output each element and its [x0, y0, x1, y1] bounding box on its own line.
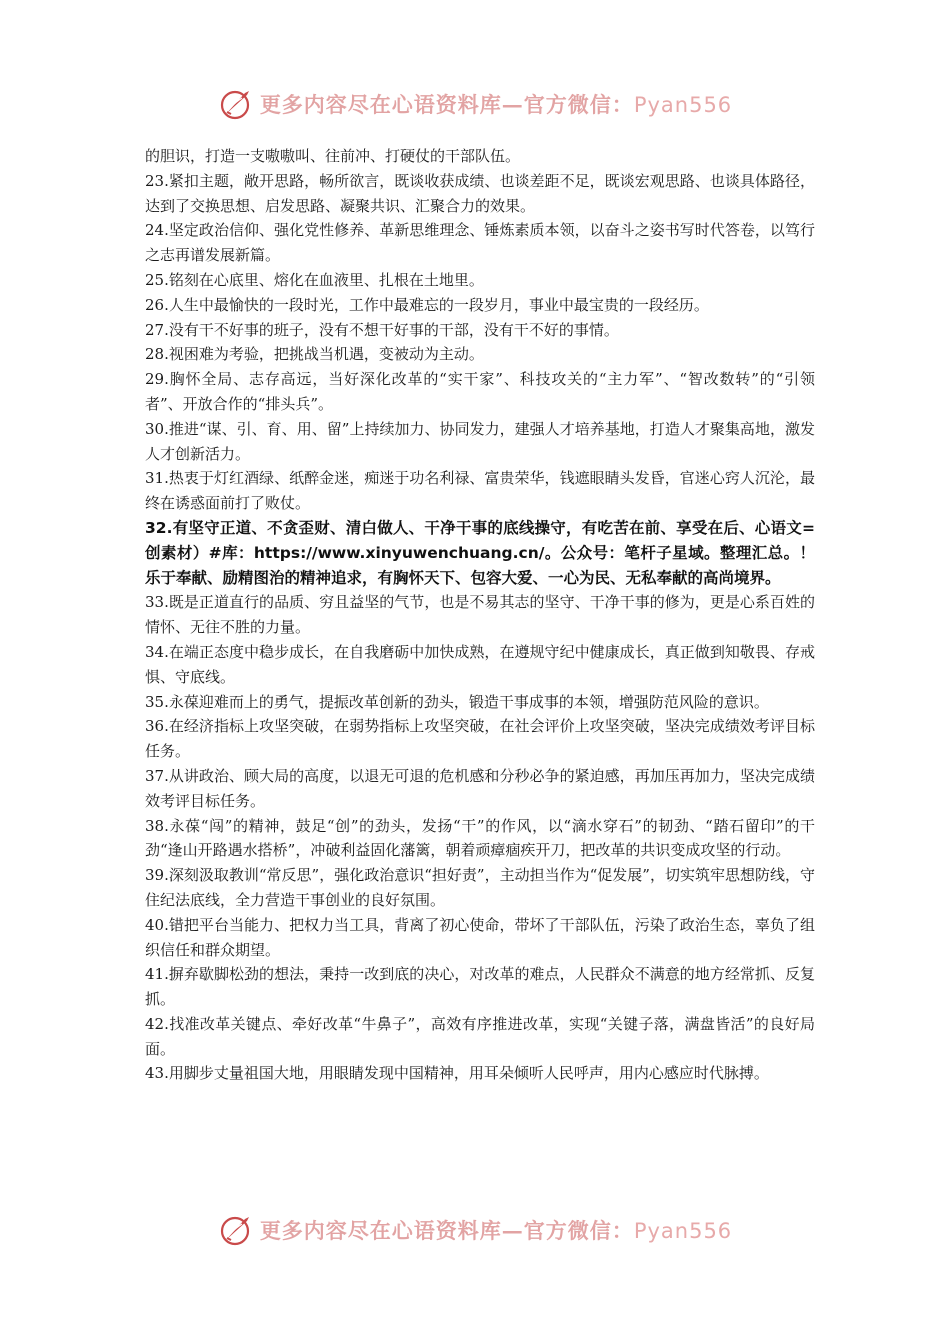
- paragraph: 27.没有干不好事的班子，没有不想干好事的干部，没有干不好的事情。: [145, 320, 619, 339]
- paragraph: 23.紧扣主题，敞开思路，畅所欲言，既谈收获成绩、也谈差距不足，既谈宏观思路、也谈具体路径，达到了交换思想、启发思路、凝聚共识、汇聚合力的效果。: [145, 171, 815, 215]
- paragraph: 33.既是正道直行的品质、穷且益坚的气节，也是不易其志的坚守、干净干事的修为，更是心系百姓的情怀、无往不胜的力量。: [145, 593, 815, 637]
- paragraph: 30.推进“谋、引、育、用、留”上持续加力、协同发力，建强人才培养基地，打造人才聚集高地，激发人才创新活力。: [145, 419, 815, 463]
- paragraph: 的胆识，打造一支嗷嗷叫、往前冲、打硬仗的干部队伍。: [145, 147, 521, 165]
- header-banner-text: [260, 89, 732, 119]
- paragraph: 25.铭刻在心底里、熔化在血液里、扎根在土地里。: [145, 270, 484, 289]
- header-banner: [0, 84, 950, 124]
- paragraph: 36.在经济指标上攻坚突破，在弱势指标上攻坚突破，在社会评价上攻坚突破，坚决完成绩效考评目标任务。: [145, 717, 815, 761]
- footer-banner-label: 更多内容尽在心语资料库—官方微信：: [259, 1218, 634, 1243]
- footer-banner-text: [260, 1215, 732, 1245]
- paragraph: 40.错把平台当能力、把权力当工具，背离了初心使命，带坏了干部队伍，污染了政治生态，辜负了组织信任和群众期望。: [145, 915, 815, 959]
- paragraph: 41.摒弃歇脚松劲的想法，秉持一改到底的决心，对改革的难点，人民群众不满意的地方经常抓、反复抓。: [145, 965, 815, 1009]
- paragraph: 26.人生中最愉快的一段时光，工作中最难忘的一段岁月，事业中最宝贵的一段经历。: [145, 295, 709, 314]
- paragraph: 38.永葆“闯”的精神，鼓足“创”的劲头，发扬“干”的作风，以“滴水穿石”的韧劲、“踏石留印”的干劲“逢山开路遇水搭桥”，冲破利益固化藩篱，朝着顽瘴痼疾开刀，把改革的共识变成攻坚的行动。: [145, 816, 815, 860]
- document-body: [145, 144, 815, 1086]
- paragraph: 34.在端正态度中稳步成长，在自我磨砺中加快成熟，在遵规守纪中健康成长，真正做到知敬畏、存戒惧、守底线。: [145, 642, 815, 686]
- footer-banner-inner: [218, 1212, 732, 1248]
- paragraph-bold: 32.有坚守正道、不贪歪财、清白做人、干净干事的底线操守，有吃苦在前、享受在后、心语文=创素材）#库：https://www.xinyuwenchuang.cn/。公众号：笔杆子星域。整理汇总。！乐于奉献、励精图治的精神追求，有胸怀天下、包容大爱、一心为民、无私奉献的高尚境界。: [145, 518, 815, 587]
- paragraph: 31.热衷于灯红酒绿、纸醉金迷，痴迷于功名利禄、富贵荣华，钱遮眼睛头发昏，官迷心窍人沉沦，最终在诱惑面前打了败仗。: [145, 469, 815, 513]
- paragraph: 24.坚定政治信仰、强化党性修养、革新思维理念、锤炼素质本领，以奋斗之姿书写时代答卷，以笃行之志再谱发展新篇。: [145, 221, 815, 265]
- header-banner-label: 更多内容尽在心语资料库—官方微信：: [259, 92, 634, 117]
- quill-logo-icon: [218, 1212, 254, 1248]
- paragraph: 43.用脚步丈量祖国大地，用眼睛发现中国精神，用耳朵倾听人民呼声，用内心感应时代脉搏。: [145, 1064, 769, 1083]
- footer-wechat-id: Pyan556: [633, 1219, 733, 1243]
- header-banner-inner: [218, 86, 732, 122]
- paragraph: 42.找准改革关键点、牵好改革“牛鼻子”，高效有序推进改革，实现“关键子落，满盘皆活”的良好局面。: [145, 1014, 815, 1058]
- footer-banner: [0, 1210, 950, 1250]
- paragraph: 35.永葆迎难而上的勇气，提振改革创新的劲头，锻造干事成事的本领，增强防范风险的意识。: [145, 692, 769, 711]
- header-wechat-id: Pyan556: [633, 93, 733, 117]
- paragraph: 39.深刻汲取教训“常反思”，强化政治意识“担好责”，主动担当作为“促发展”，切实筑牢思想防线，守住纪法底线，全力营造干事创业的良好氛围。: [145, 866, 815, 909]
- paragraph: 37.从讲政治、顾大局的高度，以退无可退的危机感和分秒必争的紧迫感，再加压再加力，坚决完成绩效考评目标任务。: [145, 766, 815, 810]
- paragraph: 29.胸怀全局、志存高远，当好深化改革的“实干家”、科技攻关的“主力军”、“智改数转”的“引领者”、开放合作的“排头兵”。: [145, 370, 815, 413]
- quill-logo-icon: [218, 86, 254, 122]
- paragraph: 28.视困难为考验，把挑战当机遇，变被动为主动。: [145, 345, 484, 364]
